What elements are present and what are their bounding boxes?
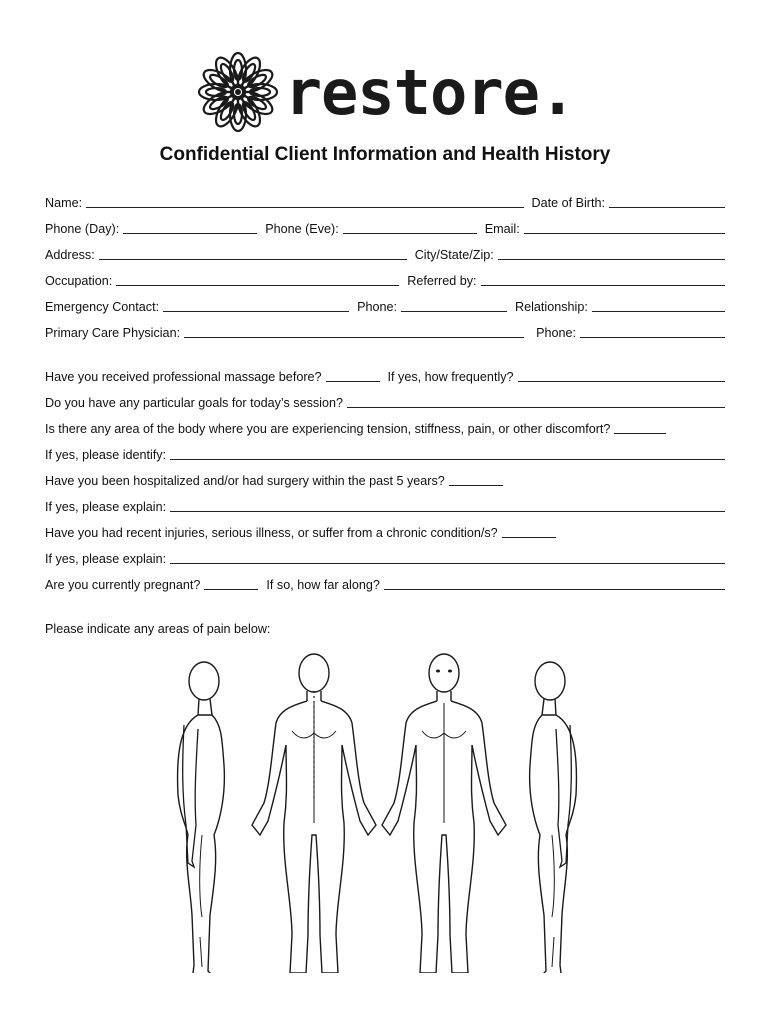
row-emergency [45,294,725,314]
restore-logo [0,46,770,138]
referred-field[interactable] [481,273,725,286]
row-pain-prompt [45,616,725,636]
flower-logo-icon [195,49,281,135]
row-goals [45,390,725,410]
body-diagram[interactable] [152,651,592,973]
side-view-left-figure[interactable] [178,662,225,973]
form-title: Confidential Client Information and Health History [159,144,611,165]
occupation-field[interactable] [116,273,399,286]
explain-label-1: If yes, please explain: [45,500,167,514]
tension-question: Is there any area of the body where you are experiencing tension, stiffness, pain, or other discomfort? [45,422,611,436]
goals-question: Do you have any particular goals for today’s session? [45,396,343,410]
frequency-question: If yes, how frequently? [387,370,514,384]
pregnant-answer-field[interactable] [204,577,258,590]
explain-field-2[interactable] [170,551,725,564]
identify-label: If yes, please identify: [45,448,167,462]
relationship-label: Relationship: [515,300,588,314]
row-explain-1 [45,494,725,514]
row-tension [45,416,725,436]
injuries-answer-field[interactable] [502,525,556,538]
emergency-phone-field[interactable] [401,299,507,312]
logo-wordmark: restore. [284,55,576,129]
how-far-field[interactable] [384,577,725,590]
phone-eve-field[interactable] [343,221,477,234]
city-field[interactable] [498,247,725,260]
emergency-phone-label: Phone: [357,300,398,314]
pregnant-question: Are you currently pregnant? [45,578,201,592]
row-address [45,242,725,262]
city-label: City/State/Zip: [414,248,494,262]
relationship-field[interactable] [592,299,725,312]
email-field[interactable] [524,221,725,234]
address-field[interactable] [99,247,407,260]
referred-label: Referred by: [407,274,477,288]
phone-eve-label: Phone (Eve): [265,222,339,236]
phone-day-label: Phone (Day): [45,222,120,236]
explain-field-1[interactable] [170,499,725,512]
identify-field[interactable] [170,447,725,460]
frequency-field[interactable] [518,369,725,382]
row-injuries [45,520,725,540]
massage-answer-field[interactable] [326,369,380,382]
row-hospital [45,468,725,488]
row-pregnant [45,572,725,592]
physician-phone-field[interactable] [580,325,725,338]
row-occupation [45,268,725,288]
physician-field[interactable] [184,325,524,338]
row-name [45,190,725,210]
massage-question: Have you received professional massage before? [45,370,322,384]
name-label: Name: [45,196,83,210]
back-view-figure[interactable] [252,654,376,973]
side-view-right-figure[interactable] [530,662,577,973]
dob-label: Date of Birth: [531,196,605,210]
pain-prompt: Please indicate any areas of pain below: [45,622,271,636]
hospital-answer-field[interactable] [449,473,503,486]
tension-answer-field[interactable] [614,421,666,434]
phone-day-field[interactable] [123,221,257,234]
name-field[interactable] [86,195,523,208]
front-view-figure[interactable] [382,654,506,973]
occupation-label: Occupation: [45,274,113,288]
goals-field[interactable] [347,395,725,408]
hospital-question: Have you been hospitalized and/or had surgery within the past 5 years? [45,474,445,488]
emergency-label: Emergency Contact: [45,300,160,314]
row-explain-2 [45,546,725,566]
email-label: Email: [484,222,520,236]
row-identify [45,442,725,462]
dob-field[interactable] [609,195,725,208]
emergency-field[interactable] [163,299,349,312]
physician-label: Primary Care Physician: [45,326,181,340]
how-far-question: If so, how far along? [266,578,380,592]
physician-phone-label: Phone: [536,326,576,340]
row-physician [45,320,725,340]
row-phones [45,216,725,236]
explain-label-2: If yes, please explain: [45,552,167,566]
injuries-question: Have you had recent injuries, serious illness, or suffer from a chronic condition/s? [45,526,498,540]
row-massage [45,364,725,384]
address-label: Address: [45,248,95,262]
